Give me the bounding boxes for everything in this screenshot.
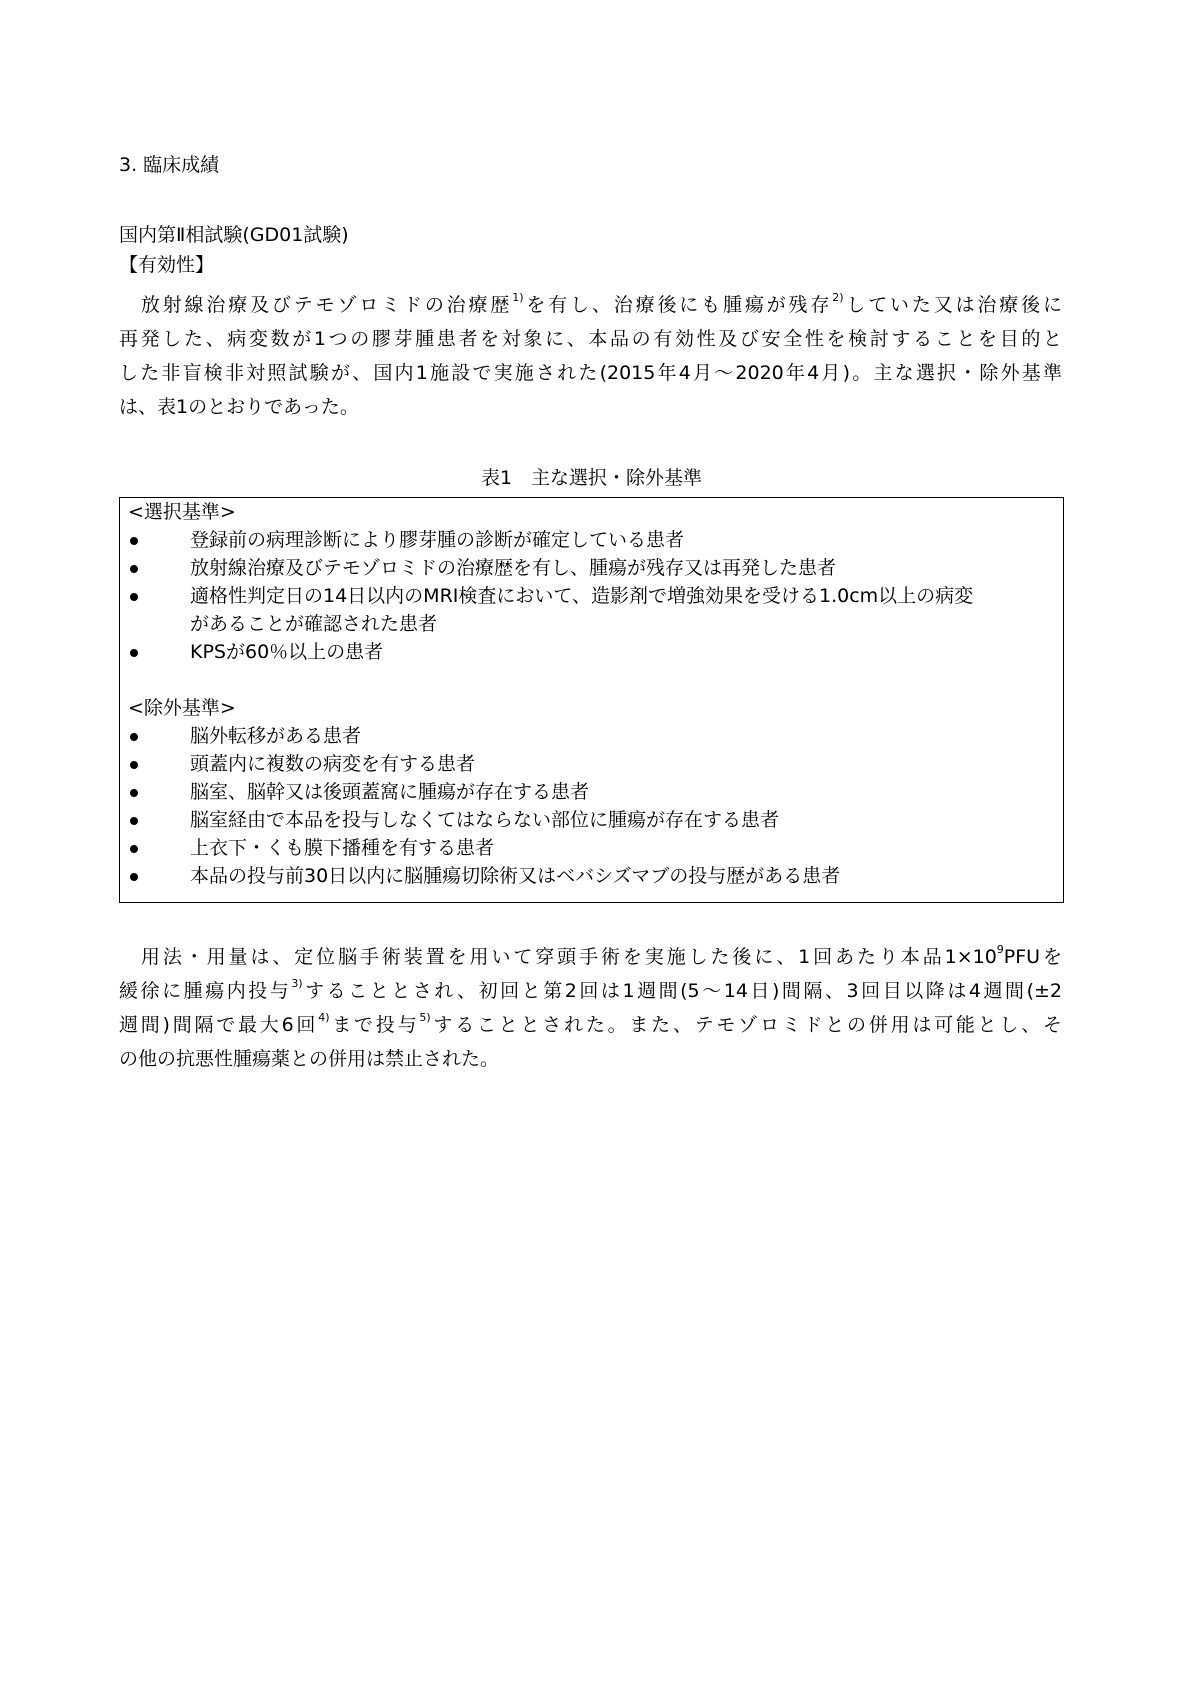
para-line: 再発した、病変数が1つの膠芽腫患者を対象に、本品の有効性及び安全性を検討することを目的と — [119, 328, 1062, 350]
text: していた又は治療後に — [843, 294, 1062, 316]
bullet-icon — [130, 789, 138, 797]
text: を有し、治療後にも腫瘍が残存 — [523, 294, 833, 316]
subheading-efficacy: 【有効性】 — [119, 254, 215, 276]
bullet-icon — [130, 537, 138, 545]
para-line — [119, 945, 1062, 969]
inclusion-item: KPSが60％以上の患者 — [190, 641, 384, 663]
para-line: の他の抗悪性腫瘍薬との併用は禁止された。 — [119, 1048, 500, 1070]
text: 緩徐に腫瘍内投与 — [119, 980, 292, 1002]
exclusion-item: 脳室経由で本品を投与しなくてはならない部位に腫瘍が存在する患者 — [190, 809, 780, 831]
exclusion-item: 本品の投与前30日以内に脳腫瘍切除術又はベバシズマブの投与歴がある患者 — [190, 865, 841, 887]
bullet-icon — [130, 593, 138, 601]
text: PFUを — [1003, 946, 1062, 968]
bullet-icon — [130, 873, 138, 881]
text: まで投与 — [329, 1014, 420, 1036]
inclusion-item-continued: があることが確認された患者 — [190, 613, 438, 635]
inclusion-item: 登録前の病理診断により膠芽腫の診断が確定している患者 — [190, 529, 685, 551]
footnote-ref: 3) — [291, 977, 303, 990]
inclusion-header: <選択基準> — [128, 501, 236, 523]
section-heading: 3. 臨床成績 — [119, 154, 220, 176]
para-line: は、表1のとおりであった。 — [119, 396, 359, 418]
para-line — [119, 293, 1062, 317]
footnote-ref: 4) — [318, 1011, 330, 1024]
text: することとされ、初回と第2回は1週間(5～14日)間隔、3回目以降は4週間(±2 — [302, 980, 1062, 1002]
bullet-icon — [130, 649, 138, 657]
exclusion-item: 脳室、脳幹又は後頭蓋窩に腫瘍が存在する患者 — [190, 781, 590, 803]
bullet-icon — [130, 817, 138, 825]
text: 放射線治療及びテモゾロミドの治療歴 — [119, 294, 513, 316]
footnote-ref: 5) — [419, 1011, 431, 1024]
bullet-icon — [130, 761, 138, 769]
trial-title: 国内第Ⅱ相試験(GD01試験) — [119, 224, 349, 246]
exclusion-item: 頭蓋内に複数の病変を有する患者 — [190, 753, 476, 775]
inclusion-item: 放射線治療及びテモゾロミドの治療歴を有し、腫瘍が残存又は再発した患者 — [190, 557, 837, 579]
exclusion-item: 上衣下・くも膜下播種を有する患者 — [190, 837, 495, 859]
para-line — [119, 979, 1062, 1003]
exclusion-item: 脳外転移がある患者 — [190, 725, 362, 747]
exclusion-header: <除外基準> — [128, 697, 236, 719]
bullet-icon — [130, 565, 138, 573]
exponent: 9 — [996, 943, 1004, 956]
text: することとされた。また、テモゾロミドとの併用は可能とし、そ — [430, 1014, 1062, 1036]
criteria-table — [119, 497, 1064, 903]
table-caption: 表1 主な選択・除外基準 — [480, 467, 703, 489]
text: 週間)間隔で最大6回 — [119, 1014, 319, 1036]
bullet-icon — [130, 845, 138, 853]
inclusion-item: 適格性判定日の14日以内のMRI検査において、造影剤で増強効果を受ける1.0cm以上の病変 — [190, 585, 974, 607]
footnote-ref: 2) — [832, 291, 844, 304]
para-line: した非盲検非対照試験が、国内1施設で実施された(2015年4月～2020年4月)。主な選択・除外基準 — [119, 362, 1062, 384]
bullet-icon — [130, 733, 138, 741]
footnote-ref: 1) — [512, 291, 524, 304]
para-line — [119, 1013, 1062, 1037]
text: 用法・用量は、定位脳手術装置を用いて穿頭手術を実施した後に、1回あたり本品1×10 — [119, 946, 997, 968]
